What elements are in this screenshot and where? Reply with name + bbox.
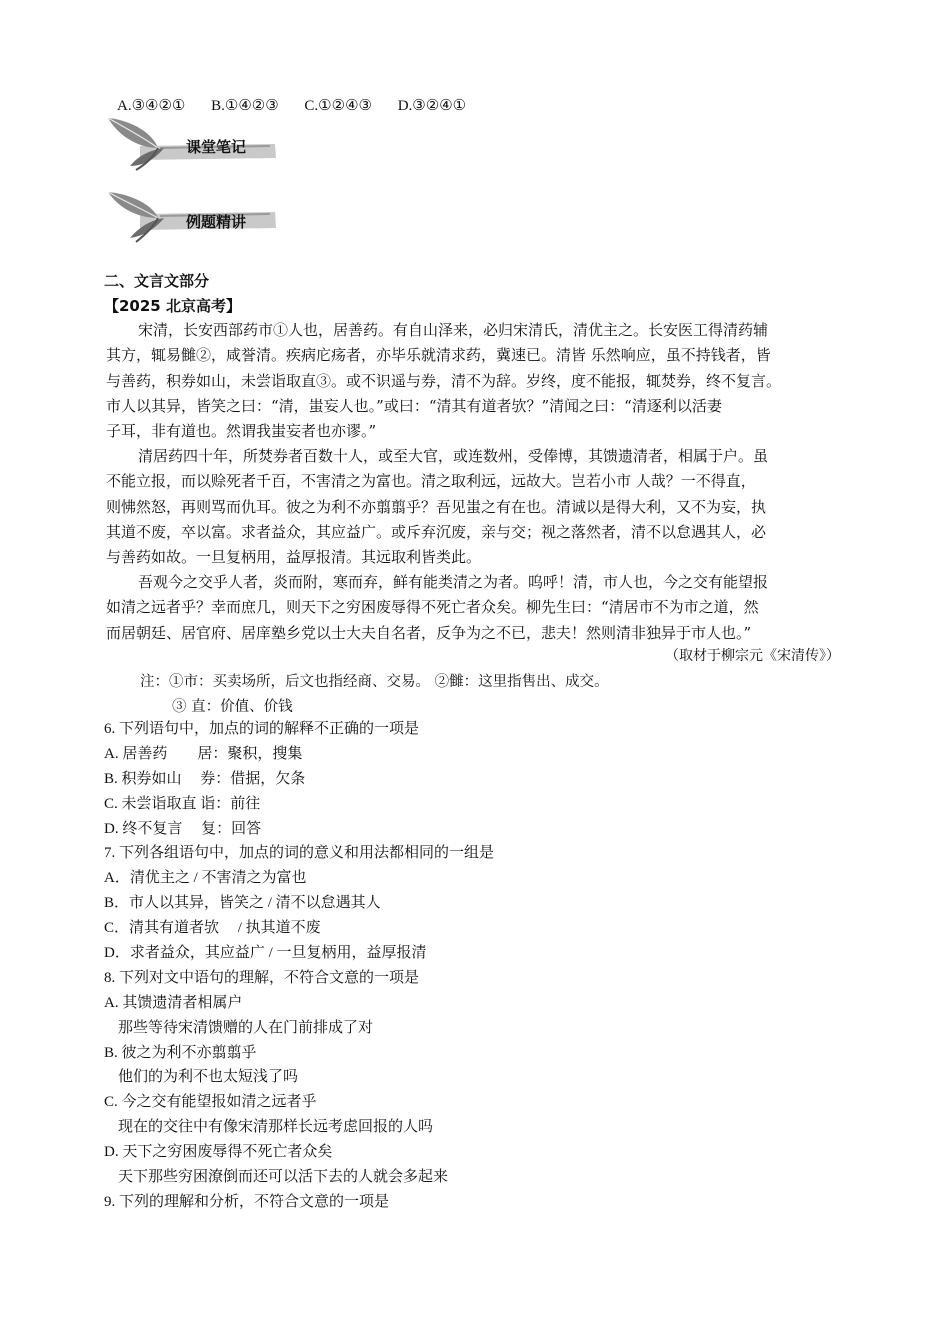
exam-tag: 【2025 北京高考】 (104, 297, 241, 315)
question-6-option: D. 终不复言 复：回答 (104, 820, 262, 837)
class-notes-banner (100, 114, 280, 174)
question-7-stem: 7. 下列各组语句中，加点的词的意义和用法都相同的一组是 (104, 845, 495, 862)
question-8-option: C. 今之交有能望报如清之远者乎 (104, 1094, 317, 1111)
passage-line: 其道不废，卒以富。求者益众，其应益广。或斥弃沉废，亲与交；视之落然者，清不以怠遇其人，必 (106, 522, 767, 541)
passage-line: 而居朝廷、居官府、居庠塾乡党以士大夫自名者，反争为之不已，悲夫！然则清非独异于市人也。” (106, 623, 752, 642)
question-8-gloss: 他们的为利不也太短浅了吗 (118, 1069, 299, 1086)
passage-line: 子耳，非有道也。然谓我蚩妄者也亦谬。” (106, 422, 377, 441)
question-7-option: C．清其有道者欤 / 执其道不废 (104, 920, 321, 937)
previous-question-options (117, 96, 488, 115)
passage-line: 与善药，积券如山，未尝诣取直③。或不识遥与券，清不为辞。岁终，度不能报，辄焚券，终不复言。 (106, 371, 782, 390)
passage-line: 清居药四十年，所焚券者百数十人，或至大官，或连数州，受俸博，其馈遗清者，相属于户。虽 (138, 447, 769, 465)
passage-line: 如清之远者乎？幸而庶几，则天下之穷困废辱得不死亡者众矣。柳先生曰：“清居市不为市之道，然 (106, 598, 759, 617)
banner-label: 课堂笔记 (186, 138, 247, 156)
question-6-option: C. 未尝诣取直 诣：前往 (104, 795, 261, 812)
question-7-option: B．市人以其异，皆笑之 / 清不以怠遇其人 (104, 895, 381, 912)
passage-line: 市人以其异，皆笑之曰：“清，蚩妄人也。”或曰：“清其有道者欤？”清闻之曰：“清逐利以活妻 (106, 396, 722, 415)
question-8-gloss: 那些等待宋清馈赠的人在门前排成了对 (118, 1019, 374, 1036)
question-7-option: D．求者益众，其应益广 / 一旦复柄用，益厚报清 (104, 945, 427, 962)
question-6-option: B. 积券如山 券：借据，欠条 (104, 770, 306, 787)
passage-source: （取材于柳宗元《宋清传》） (665, 648, 840, 664)
question-6-stem: 6. 下列语句中，加点的词的解释不正确的一项是 (104, 721, 420, 737)
option-d: D.③②④① (397, 98, 467, 114)
passage-paragraph-3 (106, 570, 848, 646)
option-c: C.①②④③ (304, 98, 372, 114)
passage-line: 吾观今之交乎人者，炎而附，寒而弃，鲜有能类清之为者。呜呼！清，市人也，今之交有能望报 (138, 573, 769, 591)
question-8-stem: 8. 下列对文中语句的理解，不符合文意的一项是 (104, 969, 420, 986)
passage-paragraph-2 (106, 444, 848, 570)
passage-line: 则怫然怒，再则骂而仇耳。彼之为利不亦翦翦乎？吾见蚩之有在也。清诚以是得大利，又不为妄，执 (106, 497, 767, 516)
passage-line: 其方，辄易雠②，咸誉清。疾病庀疡者，亦毕乐就清求药，冀速已。清皆 乐然响应，虽不持钱者，皆 (106, 346, 771, 365)
question-block (104, 717, 494, 1215)
banner-label: 例题精讲 (186, 213, 247, 231)
passage-paragraph-1 (106, 318, 848, 444)
question-8-gloss: 现在的交往中有像宋清那样长远考虑回报的人吗 (118, 1119, 434, 1136)
passage-line: 与善药如故。一旦复柄用，益厚报清。其远取利皆类此。 (106, 548, 482, 567)
section-title: 二、文言文部分 (104, 272, 210, 290)
question-8-option: D. 天下之穷困废辱得不死亡者众矣 (104, 1144, 333, 1161)
question-7-option: A．清优主之 / 不害清之为富也 (104, 870, 307, 887)
question-9-stem: 9. 下列的理解和分析，不符合文意的一项是 (104, 1193, 390, 1210)
footnote-line-1: 注：①市：买卖场所，后文也指经商、交易。 ②雠：这里指售出、成交。 (140, 674, 609, 690)
passage-line: 宋清，长安西部药市①人也，居善药。有自山泽来，必归宋清氏，清优主之。长安医工得清药辅 (138, 321, 769, 339)
option-a: A.③④②① (117, 98, 186, 114)
question-8-option: B. 彼之为利不亦翦翦乎 (104, 1044, 257, 1061)
question-8-gloss: 天下那些穷困潦倒而还可以活下去的人就会多起来 (118, 1169, 449, 1186)
question-8-option: A. 其馈遗清者相属户 (104, 994, 243, 1011)
footnote-line-2: ③ 直：价值、价钱 (172, 699, 293, 715)
passage-line: 不能立报，而以赊死者千百，不害清之为富也。清之取利远，远故大。岂若小市 人哉？一不得直， (106, 472, 756, 491)
examples-banner (100, 190, 280, 250)
option-b: B.①④②③ (211, 98, 279, 114)
question-6-option: A. 居善药 居：聚积，搜集 (104, 745, 303, 762)
